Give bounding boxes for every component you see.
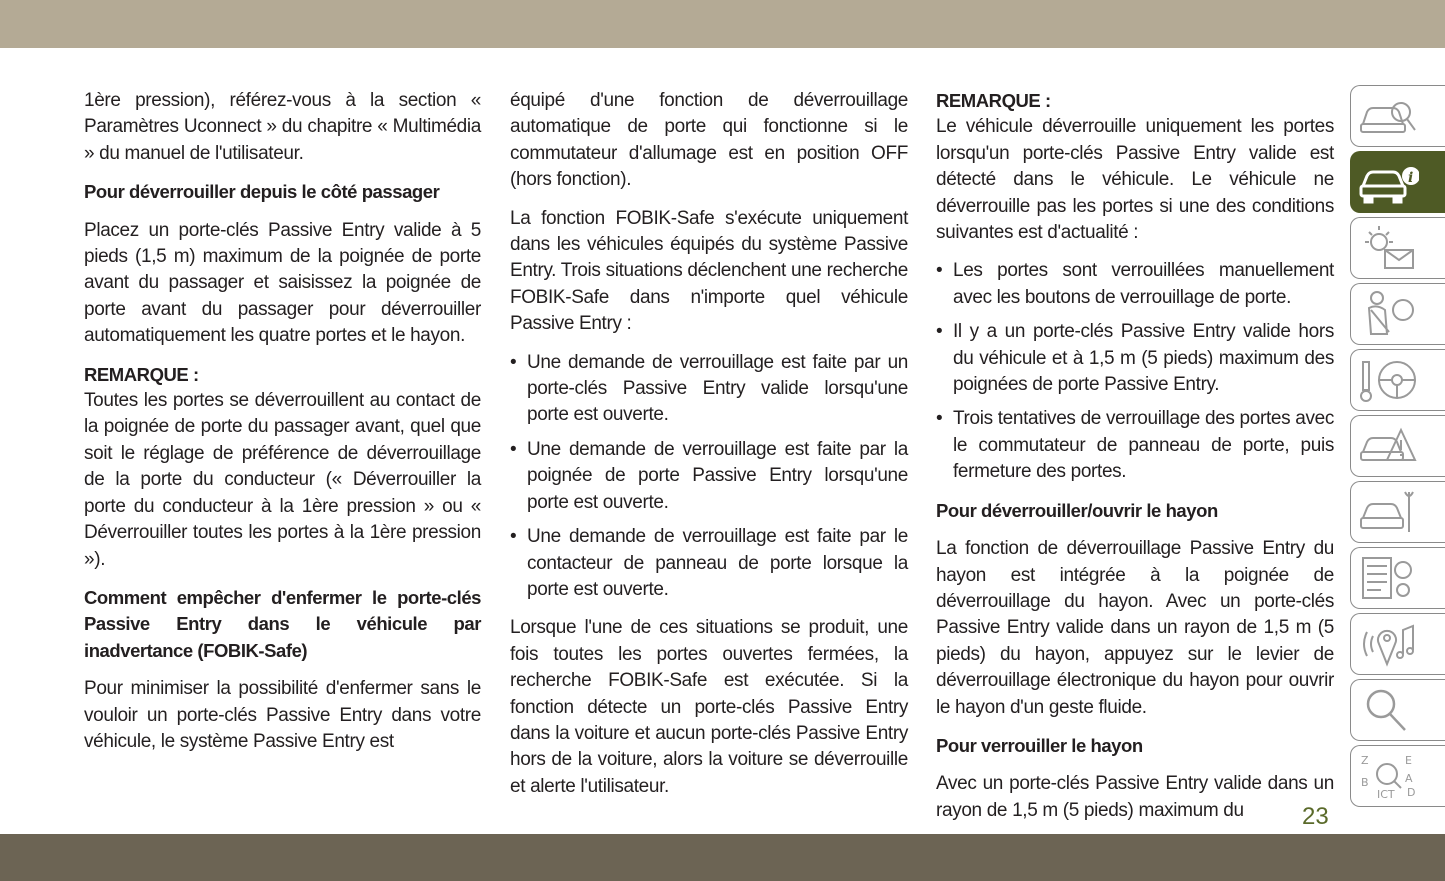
paragraph: Avec un porte-clés Passive Entry valide dans un rayon de 1,5 m (5 pieds) maximum du <box>936 773 1334 821</box>
warning-lights-icon <box>1357 222 1419 274</box>
tab-language-index[interactable] <box>1350 745 1445 807</box>
tab-index-search[interactable] <box>1350 679 1445 741</box>
paragraph: 1ère pression), référez-vous à la section « Paramètres Uconnect » du chapitre « Multimédia » du manuel de l'utilisateur. <box>84 90 481 164</box>
list-item: • Trois tentatives de verrouillage des portes avec le commutateur de panneau de porte, puis fermeture des portes. <box>936 406 1334 485</box>
paragraph: équipé d'une fonction de déverrouillage automatique de porte qui fonctionne si le commutateur d'allumage est en position OFF (hors fonction). <box>510 90 908 191</box>
list-item: • Il y a un porte-clés Passive Entry valide hors du véhicule et à 1,5 m (5 pieds) maximum des poignées de porte Passive Entry. <box>936 319 1334 398</box>
paragraph: La fonction de déverrouillage Passive Entry du hayon est intégrée à la poignée de déverrouillage du hayon. Avec un porte-clés Passive Entry valide dans un rayon de 1,5 m (5 pieds) du hayon, appuyez sur le levier de déverrouillage électronique du hayon pour ouvrir le hayon d'un geste fluide. <box>936 538 1334 718</box>
note-heading: REMARQUE : <box>84 363 199 385</box>
car-emergency-icon <box>1357 420 1419 472</box>
car-service-icon <box>1357 486 1419 538</box>
steering-wheel-icon <box>1357 354 1419 406</box>
tab-car-info[interactable] <box>1350 151 1445 213</box>
paragraph: Pour minimiser la possibilité d'enfermer sans le vouloir un porte-clés Passive Entry dans votre véhicule, le système Passive Entry est <box>84 678 481 752</box>
svg-text:A: A <box>1405 772 1413 785</box>
tab-multimedia[interactable] <box>1350 613 1445 675</box>
car-search-icon <box>1357 90 1419 142</box>
specifications-icon <box>1357 552 1419 604</box>
index-search-icon <box>1357 684 1419 736</box>
multimedia-icon <box>1357 618 1419 670</box>
bottom-bar <box>0 834 1445 881</box>
note-heading: REMARQUE : <box>936 90 1051 111</box>
list-item: • Une demande de verrouillage est faite par la poignée de porte Passive Entry lorsqu'une porte est ouverte. <box>510 437 908 516</box>
section-heading: Pour verrouiller le hayon <box>936 734 1143 756</box>
text-column-2 <box>510 88 908 812</box>
paragraph: Placez un porte-clés Passive Entry valide à 5 pieds (1,5 m) maximum de la poignée de porte avant du passager et saisissez la poignée de porte avant du passager pour déverrouiller automatiquement les quatre portes et le hayon. <box>84 219 481 347</box>
tab-airbag-seatbelt[interactable] <box>1350 283 1445 345</box>
svg-text:B: B <box>1361 776 1369 789</box>
language-index-icon <box>1357 750 1419 802</box>
airbag-seatbelt-icon <box>1357 288 1419 340</box>
svg-text:E: E <box>1405 754 1412 767</box>
note-paragraph: Le véhicule déverrouille uniquement les portes lorsqu'un porte-clés Passive Entry valide est détecté dans le véhicule. Le véhicule ne déverrouille pas les portes si une des conditions suivantes est d'actualité : <box>936 116 1334 244</box>
page-number: 23 <box>1302 803 1329 830</box>
car-info-icon <box>1357 156 1419 208</box>
note-paragraph: Toutes les portes se déverrouillent au contact de la poignée de porte du passager avant, quel que soit le réglage de préférence de déverrouillage de la porte du conducteur (« Déverrouiller la porte du conducteur à la 1ère pression » ou « Déverrouiller toutes les portes à la 1ère pression »). <box>84 390 481 570</box>
list-item: • Une demande de verrouillage est faite par un porte-clés Passive Entry valide lorsqu'une porte est ouverte. <box>510 350 908 429</box>
svg-text:ICT: ICT <box>1377 788 1395 801</box>
tab-car-service[interactable] <box>1350 481 1445 543</box>
paragraph: La fonction FOBIK-Safe s'exécute uniquement dans les véhicules équipés du système Passive Entry. Trois situations déclenchent une recherche FOBIK-Safe dans n'importe quel véhicule Passive Entry : <box>510 207 908 335</box>
svg-text:D: D <box>1407 786 1416 799</box>
tab-steering-wheel[interactable] <box>1350 349 1445 411</box>
paragraph: Lorsque l'une de ces situations se produit, une fois toutes les portes ouvertes fermées, la recherche FOBIK-Safe est exécutée. Si la fonction détecte un porte-clés Passive Entry dans la voiture et aucun porte-clés Passive Entry hors de la voiture, alors la voiture se déverrouille et alerte l'utilisateur. <box>510 617 908 797</box>
svg-text:i: i <box>1408 170 1414 186</box>
tab-specifications[interactable] <box>1350 547 1445 609</box>
svg-text:Z: Z <box>1361 754 1369 767</box>
tab-car-search[interactable] <box>1350 85 1445 147</box>
top-bar <box>0 0 1445 48</box>
text-column-1 <box>84 88 481 767</box>
tab-warning-lights[interactable] <box>1350 217 1445 279</box>
text-column-3 <box>936 88 1334 836</box>
list-item: • Les portes sont verrouillées manuellement avec les boutons de verrouillage de porte. <box>936 258 1334 311</box>
section-heading: Pour déverrouiller depuis le côté passager <box>84 181 440 203</box>
section-heading: Comment empêcher d'enfermer le porte-clés Passive Entry dans le véhicule par inadvertance (FOBIK-Safe) <box>84 586 481 661</box>
section-heading: Pour déverrouiller/ouvrir le hayon <box>936 499 1218 521</box>
bullet-list <box>936 258 1334 485</box>
bullet-list <box>510 350 908 604</box>
tab-car-emergency[interactable] <box>1350 415 1445 477</box>
list-item: • Une demande de verrouillage est faite par le contacteur de panneau de porte lorsque la porte est ouverte. <box>510 524 908 603</box>
